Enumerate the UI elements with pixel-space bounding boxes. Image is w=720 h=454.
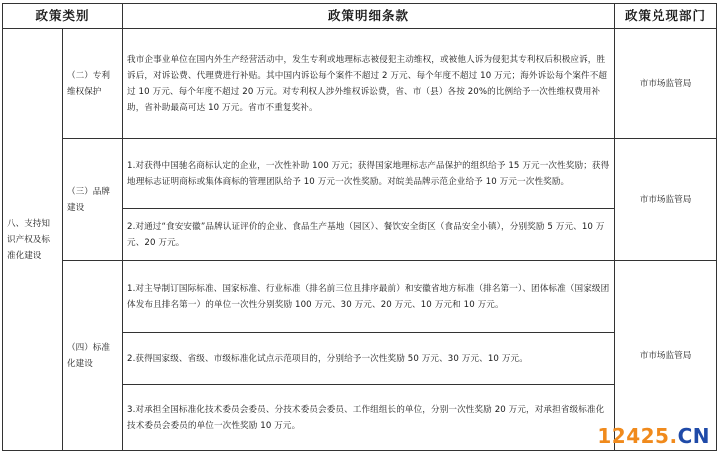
policy-clause: 3.对承担全国标准化技术委员会委员、分技术委员会委员、工作组组长的单位，分别一次性奖励 20 万元，对承担省级标准化技术委员会委员的单位一次性奖励 10 万元。 bbox=[123, 385, 615, 451]
watermark-digits: 12425 bbox=[597, 424, 670, 448]
header-category: 政策类别 bbox=[3, 4, 123, 29]
department-cell: 市市场监管局 bbox=[615, 261, 717, 451]
policy-clause: 我市企事业单位在国内外生产经营活动中，发生专利或地理标志被侵犯主动维权，或被他人诉为侵犯其专利权后积极应诉，胜诉后，对诉讼费、代理费进行补贴。其中国内诉讼每个案件不超过 2 万元、每个年度不超过 10 万元；海外诉讼每个案件不超过 10 万元、每个年度不超过 20 万元。对专利权人涉外维权诉讼费，省、市（县）各按 20%的比例给予一次性维权费用补助，省补助最高可达 10 万元。省市不重复奖补。 bbox=[123, 29, 615, 139]
policy-clause: 2.获得国家级、省级、市级标准化试点示范项目的，分别给予一次性奖励 50 万元、30 万元、10 万元。 bbox=[123, 333, 615, 385]
table-row bbox=[3, 261, 717, 333]
sub-category-standards: （四）标准化建设 bbox=[63, 261, 123, 451]
header-department: 政策兑现部门 bbox=[615, 4, 717, 29]
table-row bbox=[3, 29, 717, 139]
sub-category-patent: （二）专利维权保护 bbox=[63, 29, 123, 139]
header-row bbox=[3, 4, 717, 29]
header-detail: 政策明细条款 bbox=[123, 4, 615, 29]
table-row bbox=[3, 139, 717, 209]
policy-clause: 1.对主导制订国际标准、国家标准、行业标准（排名前三位且排序最前）和安徽省地方标准（排名第一）、团体标准（国家级团体发布且排名第一）的单位一次性分别奖励 100 万元、30 万元、20 万元、10 万元和 10 万元。 bbox=[123, 261, 615, 333]
department-cell: 市市场监管局 bbox=[615, 139, 717, 261]
site-watermark bbox=[597, 424, 710, 448]
watermark-tld: CN bbox=[677, 424, 710, 448]
watermark-dot: . bbox=[669, 424, 678, 448]
policy-clause: 1.对获得中国驰名商标认定的企业，一次性补助 100 万元；获得国家地理标志产品保护的组织给予 15 万元一次性奖励；获得地理标志证明商标或集体商标的管理团队给予 10 万元一次性奖励。对皖美品牌示范企业给予 10 万元一次性奖励。 bbox=[123, 139, 615, 209]
policy-table bbox=[2, 3, 717, 451]
policy-clause: 2.对通过“食安安徽”品牌认证评价的企业、食品生产基地（园区）、餐饮安全街区（食品安全小镇），分别奖励 5 万元、10 万元、20 万元。 bbox=[123, 209, 615, 261]
major-category-cell: 八、支持知识产权及标准化建设 bbox=[3, 29, 63, 451]
department-cell: 市市场监管局 bbox=[615, 29, 717, 139]
sub-category-brand: （三）品牌建设 bbox=[63, 139, 123, 261]
